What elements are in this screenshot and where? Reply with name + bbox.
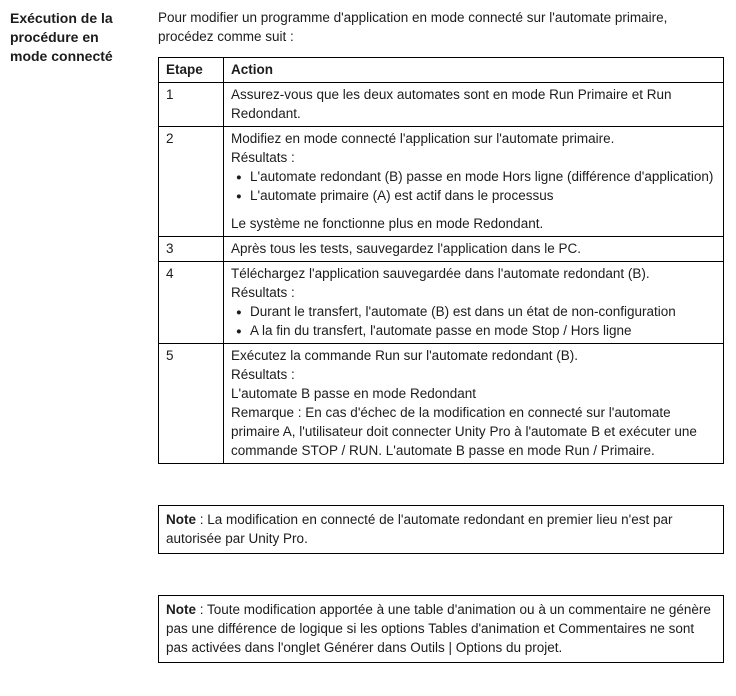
procedure-table	[158, 57, 724, 464]
step-number-cell: 3	[159, 237, 224, 262]
action-bullet-item	[231, 321, 715, 340]
note-text: Toute modification apportée à une table d'animation ou à un commentaire ne génère pas une différence de logique si les options Tables d'animation et Commentaires ne sont pas activées dans l'onglet Générer dans Outils | Options du projet.	[166, 602, 711, 655]
table-row	[159, 83, 724, 127]
action-text-line: Résultats :	[231, 150, 295, 165]
procedure-table-body	[159, 83, 724, 464]
section-heading-line: mode connecté	[10, 48, 113, 64]
procedure-table-header	[159, 58, 724, 83]
action-text-line: Assurez-vous que les deux automates sont en mode Run Primaire et Run Redondant.	[231, 87, 672, 121]
bullet-icon: ●	[236, 325, 242, 337]
column-header-action: Action	[224, 58, 724, 83]
side-column	[10, 8, 158, 663]
action-cell	[224, 83, 724, 127]
step-number-cell: 2	[159, 127, 224, 237]
bullet-text: A la fin du transfert, l'automate passe en mode Stop / Hors ligne	[250, 323, 632, 338]
bullet-text: L'automate primaire (A) est actif dans le processus	[250, 188, 554, 203]
bullet-text: Durant le transfert, l'automate (B) est dans un état de non-configuration	[250, 304, 676, 319]
action-text-line: Téléchargez l'application sauvegardée dans l'automate redondant (B).	[231, 266, 650, 281]
action-text-line: Résultats :	[231, 285, 295, 300]
action-cell	[224, 262, 724, 344]
action-bullet-item	[231, 302, 715, 321]
bullet-text: L'automate redondant (B) passe en mode Hors ligne (différence d'application)	[250, 169, 714, 184]
table-row	[159, 344, 724, 464]
intro-paragraph: Pour modifier un programme d'application en mode connecté sur l'automate primaire, procédez comme suit :	[158, 10, 668, 44]
note-box	[158, 505, 724, 554]
note-label: Note	[166, 602, 196, 617]
table-header-row	[159, 58, 724, 83]
section-heading-line: Exécution de la	[10, 10, 113, 26]
note-box	[158, 595, 724, 663]
table-row	[159, 127, 724, 237]
table-row	[159, 262, 724, 344]
action-bullet-item	[231, 186, 715, 205]
action-text-line: Modifiez en mode connecté l'application sur l'automate primaire.	[231, 131, 615, 146]
main-column	[158, 8, 724, 663]
action-text-line: Résultats :	[231, 367, 295, 382]
action-text-line: Exécutez la commande Run sur l'automate redondant (B).	[231, 348, 579, 363]
note-text: La modification en connecté de l'automate redondant en premier lieu n'est par autorisée par Unity Pro.	[166, 512, 673, 546]
table-row	[159, 237, 724, 262]
column-header-etape: Etape	[159, 58, 224, 83]
step-number-cell: 1	[159, 83, 224, 127]
step-number-cell: 4	[159, 262, 224, 344]
bullet-icon: ●	[236, 306, 242, 318]
action-cell	[224, 237, 724, 262]
action-text-line: Le système ne fonctionne plus en mode Redondant.	[231, 216, 544, 231]
action-cell	[224, 344, 724, 464]
note-separator: :	[196, 512, 208, 527]
section-heading	[10, 8, 158, 66]
action-text-line: Après tous les tests, sauvegardez l'application dans le PC.	[231, 241, 582, 256]
action-text-line: Remarque : En cas d'échec de la modification en connecté sur l'automate primaire A, l'utilisateur doit connecter Unity Pro à l'automate B et exécuter une commande STOP / RUN. L'automate B passe en mode Run / Primaire.	[231, 405, 697, 458]
bullet-icon: ●	[236, 171, 242, 183]
section-heading-line: procédure en	[10, 29, 99, 45]
step-number-cell: 5	[159, 344, 224, 464]
bullet-icon: ●	[236, 190, 242, 202]
note-separator: :	[196, 602, 208, 617]
note-label: Note	[166, 512, 196, 527]
action-text-line: L'automate B passe en mode Redondant	[231, 386, 476, 401]
action-bullet-item	[231, 167, 715, 186]
action-cell	[224, 127, 724, 237]
